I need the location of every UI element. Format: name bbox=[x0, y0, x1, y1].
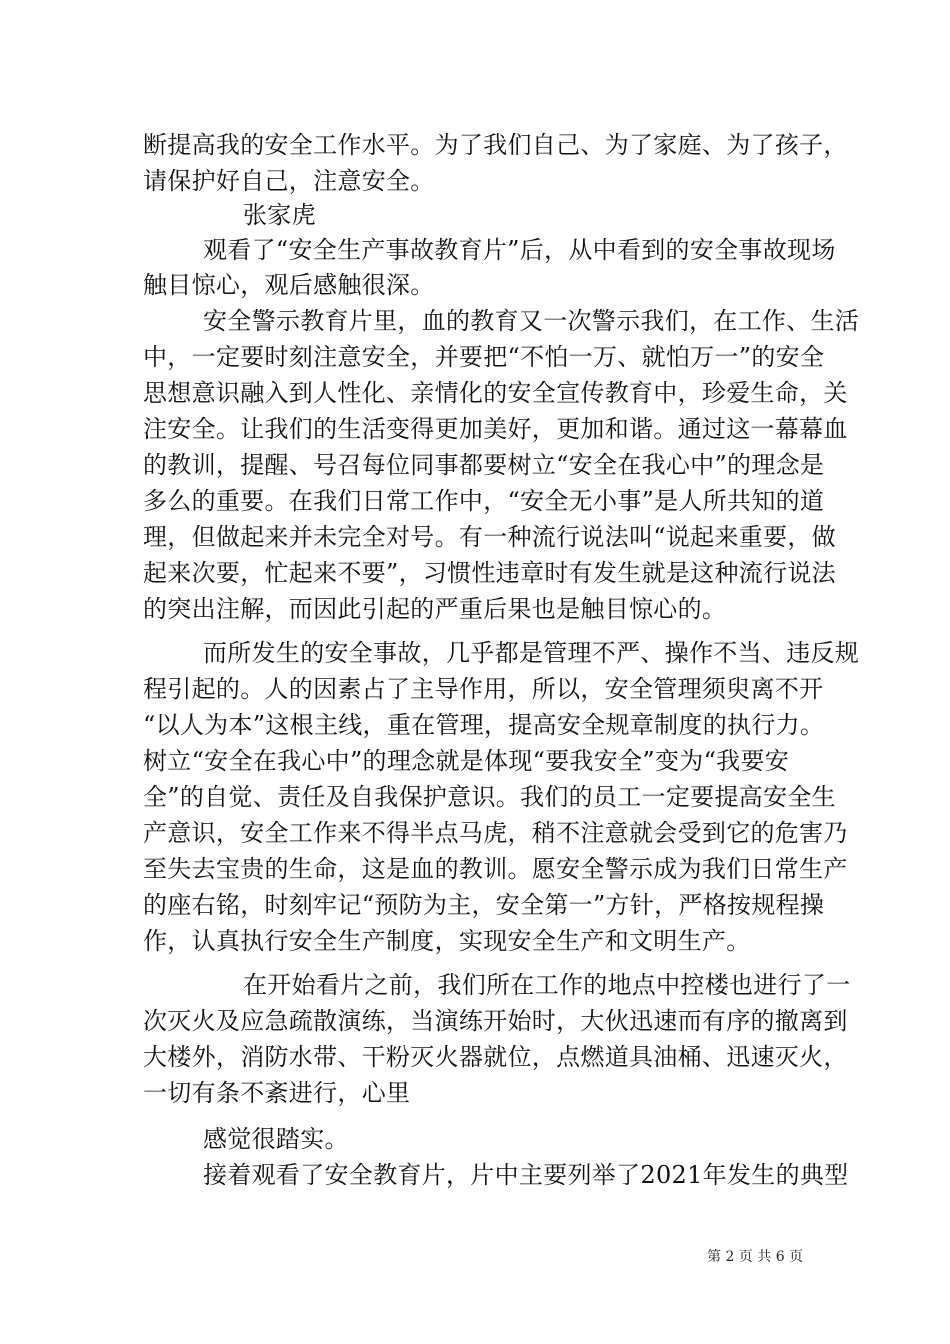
author-name: 张家虎 bbox=[243, 201, 316, 229]
text-line: 安全警示教育片里，血的教育又一次警示我们，在工作、生活 bbox=[203, 307, 860, 335]
text-line: 触目惊心，观后感触很深。 bbox=[143, 271, 435, 299]
text-line: 请保护好自己，注意安全。 bbox=[143, 167, 435, 195]
text-line: 断提高我的安全工作水平。为了我们自己、为了家庭、为了孩子， bbox=[143, 131, 848, 159]
text-line: 至失去宝贵的生命，这是血的教训。愿安全警示成为我们日常生产 bbox=[143, 855, 848, 883]
text-line: 的座右铭，时刻牢记“预防为主，安全第一”方针，严格按规程操 bbox=[143, 891, 825, 919]
text-line: 大楼外，消防水带、干粉灭火器就位，点燃道具油桶、迅速灭火， bbox=[143, 1043, 848, 1071]
text-line: 产意识，安全工作来不得半点马虎，稍不注意就会受到它的危害乃 bbox=[143, 819, 848, 847]
text-line: 观看了“安全生产事故教育片”后，从中看到的安全事故现场 bbox=[203, 236, 836, 264]
text-line: 而所发生的安全事故，几乎都是管理不严、操作不当、违反规 bbox=[203, 639, 860, 667]
text-line: 的教训，提醒、号召每位同事都要树立“安全在我心中”的理念是 bbox=[143, 451, 825, 479]
text-line: 起来次要，忙起来不要”，习惯性违章时有发生就是这种流行说法 bbox=[143, 559, 836, 587]
text-line: 次灭火及应急疏散演练，当演练开始时，大伙迅速而有序的撤离到 bbox=[143, 1007, 848, 1035]
text-line: 的突出注解，而因此引起的严重后果也是触目惊心的。 bbox=[143, 595, 727, 623]
text-line: 全”的自觉、责任及自我保护意识。我们的员工一定要提高安全生 bbox=[143, 783, 836, 811]
text-line: 理，但做起来并未完全对号。有一种流行说法叫“说起来重要，做 bbox=[143, 523, 836, 551]
text-line: 思想意识融入到人性化、亲情化的安全宣传教育中，珍爱生命，关 bbox=[143, 379, 848, 407]
text-line: 一切有条不紊进行，心里 bbox=[143, 1079, 411, 1107]
text-line: 感觉很踏实。 bbox=[203, 1125, 349, 1153]
text-line: 多么的重要。在我们日常工作中，“安全无小事”是人所共知的道 bbox=[143, 487, 825, 515]
text-line: 中，一定要时刻注意安全，并要把“不怕一万、就怕万一”的安全 bbox=[143, 343, 825, 371]
text-line: 注安全。让我们的生活变得更加美好，更加和谐。通过这一幕幕血 bbox=[143, 415, 848, 443]
text-line: 程引起的。人的因素占了主导作用，所以，安全管理须臾离不开 bbox=[143, 675, 824, 703]
text-line: 在开始看片之前，我们所在工作的地点中控楼也进行了一 bbox=[243, 971, 851, 999]
text-line: 接着观看了安全教育片，片中主要列举了2021年发生的典型 bbox=[203, 1161, 849, 1189]
text-line: 作，认真执行安全生产制度，实现安全生产和文明生产。 bbox=[143, 927, 751, 955]
page-number-footer: 第 2 页 共 6 页 bbox=[707, 1249, 804, 1265]
text-line: 树立“安全在我心中”的理念就是体现“要我安全”变为“我要安 bbox=[143, 747, 790, 775]
text-line: “以人为本”这根主线，重在管理，提高安全规章制度的执行力。 bbox=[143, 711, 825, 739]
